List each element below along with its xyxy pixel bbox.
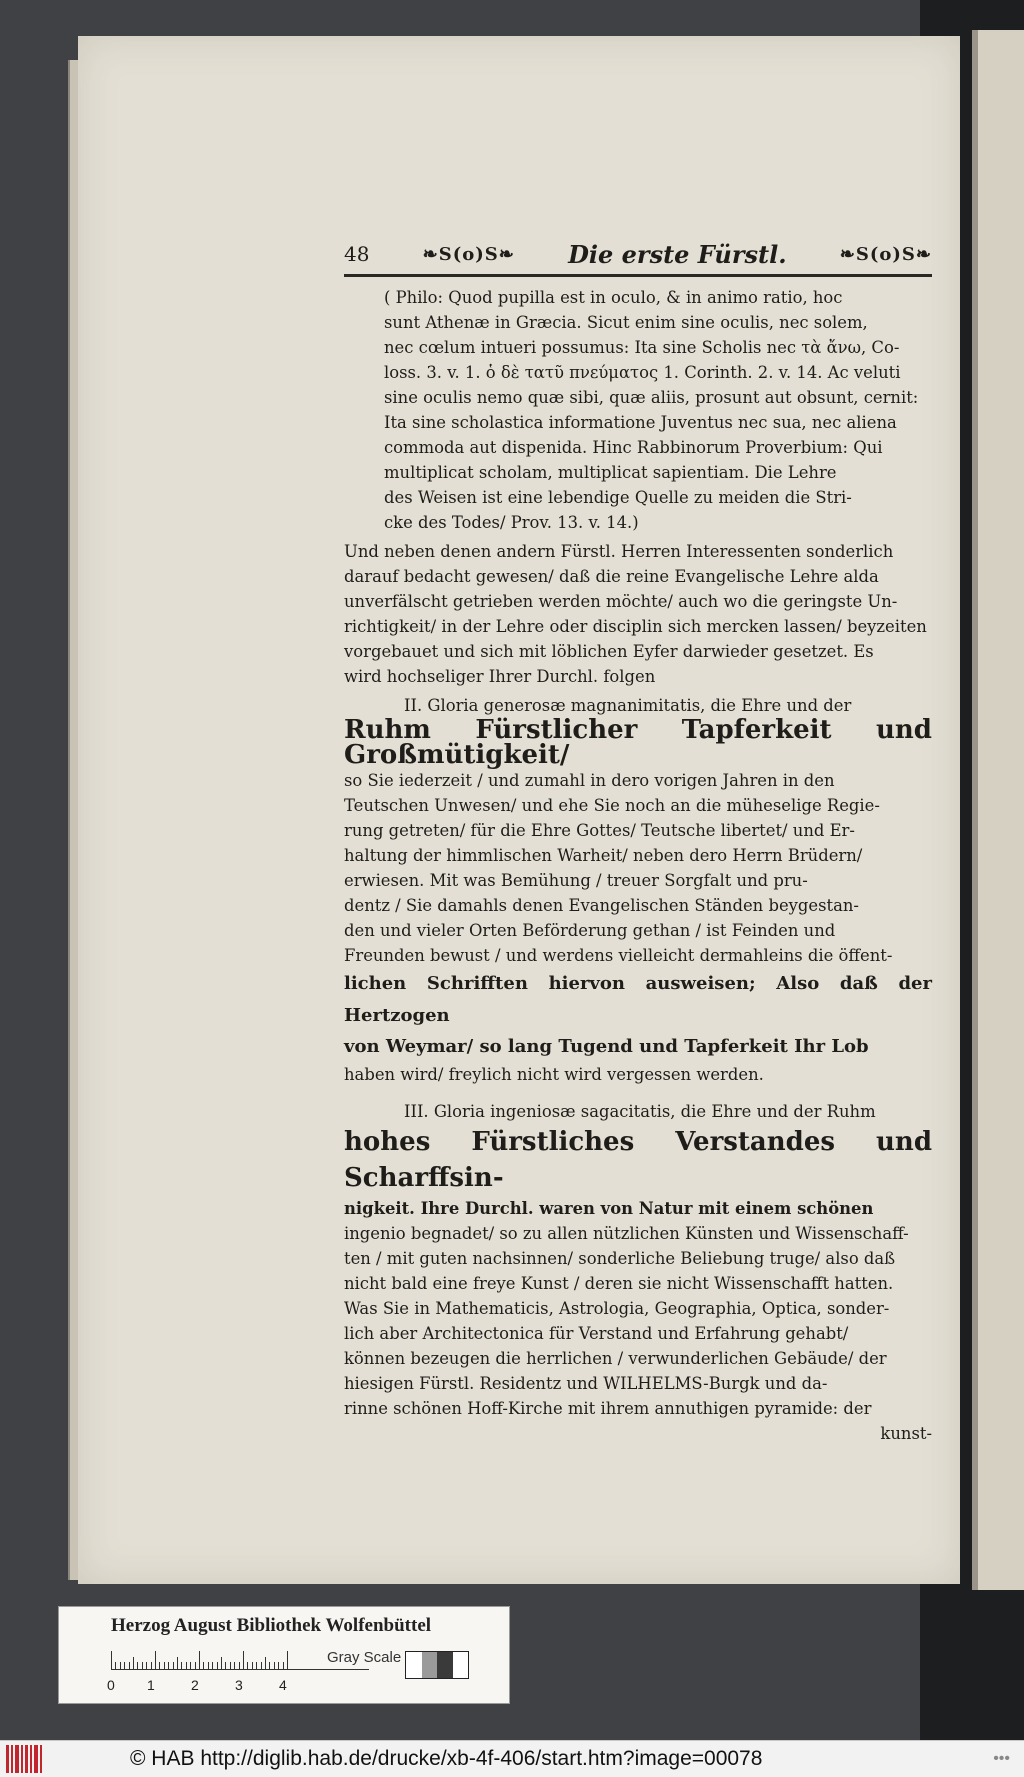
footer-bar (0, 1740, 1024, 1777)
ruler-tick (164, 1662, 165, 1669)
quote-line: ( Philo: Quod pupilla est in oculo, & in animo ratio, hoc (384, 288, 843, 307)
quote-line: multiplicat scholam, multiplicat sapientiam. Die Lehre (384, 463, 837, 482)
text-line: den und vieler Orten Beförderung gethan / ist Feinden und (344, 921, 836, 940)
quote-line: sunt Athenæ in Græcia. Sicut enim sine oculis, nec solem, (384, 313, 868, 332)
text-line: unverfälscht getrieben werden möchte/ auch wo die geringste Un- (344, 592, 898, 611)
quote-line: Ita sine scholastica informatione Juventus nec sua, nec aliena (384, 413, 897, 432)
ruler-tick (129, 1662, 130, 1669)
running-head (344, 236, 932, 277)
text-line: darauf bedacht gewesen/ daß die reine Evangelische Lehre alda (344, 567, 879, 586)
ruler-tick (239, 1662, 240, 1669)
ruler-tick (120, 1662, 121, 1669)
text-block (344, 236, 932, 1446)
ruler-tick (243, 1651, 244, 1669)
text-line: rinne schönen Hoff-Kirche mit ihrem annuthigen pyramide: der (344, 1399, 872, 1418)
text-line: nicht bald eine freye Kunst / deren sie nicht Wissenschafft hatten. (344, 1274, 894, 1293)
ruler-number: 0 (107, 1677, 115, 1693)
ruler-tick (199, 1651, 200, 1669)
text-line: Teutschen Unwesen/ und ehe Sie noch an die müheselige Regie- (344, 796, 880, 815)
ruler-tick (287, 1651, 288, 1669)
text-line: haltung der himmlischen Warheit/ neben dero Herrn Brüdern/ (344, 846, 863, 865)
page-number: 48 (344, 242, 370, 266)
text-line: rung getreten/ für die Ehre Gottes/ Teutsche libertet/ und Er- (344, 821, 855, 840)
text-line: Und neben denen andern Fürstl. Herren Interessenten sonderlich (344, 542, 894, 561)
text-line: hiesigen Fürstl. Residentz und WILHELMS-Burgk und da- (344, 1374, 828, 1393)
text-line: ten / mit guten nachsinnen/ sonderliche Beliebung truge/ also daß (344, 1249, 896, 1268)
quote-line: cke des Todes/ Prov. 13. v. 14.) (384, 513, 639, 532)
next-page-edge (972, 30, 1024, 1590)
ruler-numbers (107, 1677, 377, 1697)
ruler-tick (151, 1662, 152, 1669)
ruler-tick (230, 1662, 231, 1669)
text-line: können bezeugen die herrlichen / verwunderlichen Gebäude/ der (344, 1349, 887, 1368)
gray-scale-swatches (405, 1651, 469, 1679)
running-title: Die erste Fürstl. (568, 239, 787, 269)
ruler-number: 2 (191, 1677, 199, 1693)
paragraph-3 (344, 1099, 932, 1446)
ornament-left: ❧S(o)S❧ (422, 243, 515, 265)
latin-quote (344, 285, 932, 535)
quote-line: sine oculis nemo quæ sibi, quæ aliis, prosunt aut obsunt, cernit: (384, 388, 919, 407)
text-line: lich aber Architectonica für Verstand und Erfahrung gehabt/ (344, 1324, 849, 1343)
source-url[interactable]: © HAB http://diglib.hab.de/drucke/xb-4f-406/start.htm?image=00078 (130, 1747, 763, 1770)
ruler-tick (195, 1662, 196, 1669)
text-line-emphasis: lichen Schrifften hiervon ausweisen; Also daß der Hertzogen (344, 973, 932, 1026)
text-line-emphasis: Ruhm Fürstlicher Tapferkeit und Großmütigkeit/ (344, 715, 932, 770)
ruler-tick (252, 1662, 253, 1669)
text-line: vorgebauet und sich mit löblichen Eyfer darwieder gesetzet. Es (344, 642, 874, 661)
more-icon[interactable]: ••• (993, 1750, 1010, 1767)
ruler-tick (265, 1657, 266, 1669)
ruler-number: 4 (279, 1677, 287, 1693)
text-line: Was Sie in Mathematicis, Astrologia, Geographia, Optica, sonder- (344, 1299, 890, 1318)
ruler-tick (278, 1662, 279, 1669)
ruler-tick (190, 1662, 191, 1669)
ruler-tick (261, 1662, 262, 1669)
text-line: erwiesen. Mit was Bemühung / treuer Sorgfalt und pru- (344, 871, 808, 890)
paragraph-2 (344, 693, 932, 1087)
ruler-tick (234, 1662, 235, 1669)
ruler-tick (256, 1662, 257, 1669)
text-line: II. Gloria generosæ magnanimitatis, die Ehre und der (404, 696, 852, 715)
text-line: haben wird/ freylich nicht wird vergessen werden. (344, 1065, 764, 1084)
ruler-tick (155, 1651, 156, 1669)
ruler-tick (168, 1662, 169, 1669)
quote-line: loss. 3. v. 1. ὁ δὲ τατῦ πνεύματος 1. Corinth. 2. v. 14. Ac veluti (384, 363, 901, 382)
ruler-tick (217, 1662, 218, 1669)
ruler-tick (181, 1662, 182, 1669)
text-line: so Sie iederzeit / und zumahl in dero vorigen Jahren in den (344, 771, 835, 790)
ruler-tick (225, 1662, 226, 1669)
ornament-right: ❧S(o)S❧ (839, 243, 932, 265)
ruler-tick (208, 1662, 209, 1669)
quote-line: commoda aut dispenida. Hinc Rabbinorum Proverbium: Qui (384, 438, 883, 457)
quote-line: des Weisen ist eine lebendige Quelle zu meiden die Stri- (384, 488, 852, 507)
text-line: richtigkeit/ in der Lehre oder disciplin sich mercken lassen/ beyzeiten (344, 617, 927, 636)
institution-name: Herzog August Bibliothek Wolfenbüttel (111, 1615, 432, 1636)
ruler-tick (177, 1657, 178, 1669)
ruler-tick (186, 1662, 187, 1669)
paragraph-1 (344, 539, 932, 689)
color-scale-card (58, 1606, 510, 1704)
ruler-tick (159, 1662, 160, 1669)
text-line: nigkeit. Ihre Durchl. waren von Natur mit einem schönen (344, 1199, 874, 1218)
ruler-number: 3 (235, 1677, 243, 1693)
ruler-tick (133, 1657, 134, 1669)
ruler-tick (283, 1662, 284, 1669)
ruler-tick (115, 1662, 116, 1669)
text-line: Freunden bewust / und werdens vielleicht dermahleins die öffent- (344, 946, 893, 965)
ruler-tick (146, 1662, 147, 1669)
gray-scale-label: Gray Scale (327, 1649, 402, 1666)
text-line-emphasis: von Weymar/ so lang Tugend und Tapferkeit Ihr Lob (344, 1036, 869, 1057)
ruler-tick (274, 1662, 275, 1669)
ruler-tick (124, 1662, 125, 1669)
hab-logo-icon (6, 1745, 46, 1773)
ruler-tick (137, 1662, 138, 1669)
text-line: ingenio begnadet/ so zu allen nützlichen Künsten und Wissenschaff- (344, 1224, 909, 1243)
ruler-number: 1 (147, 1677, 155, 1693)
quote-line: nec cœlum intueri possumus: Ita sine Scholis nec τὰ ἄνω, Co- (384, 338, 900, 357)
text-line: dentz / Sie damahls denen Evangelischen Ständen beygestan- (344, 896, 859, 915)
ruler-tick (212, 1662, 213, 1669)
ruler-tick (111, 1651, 112, 1669)
ruler-tick (221, 1657, 222, 1669)
ruler-tick (173, 1662, 174, 1669)
text-line: III. Gloria ingeniosæ sagacitatis, die Ehre und der Ruhm (404, 1102, 876, 1121)
ruler-tick (203, 1662, 204, 1669)
catchword: kunst- (880, 1424, 932, 1443)
ruler-tick (142, 1662, 143, 1669)
ruler-tick (269, 1662, 270, 1669)
ruler-tick (247, 1662, 248, 1669)
text-line-emphasis: hohes Fürstliches Verstandes und Scharffsin- (344, 1127, 932, 1193)
book-page (78, 36, 960, 1584)
text-line: wird hochseliger Ihrer Durchl. folgen (344, 667, 656, 686)
